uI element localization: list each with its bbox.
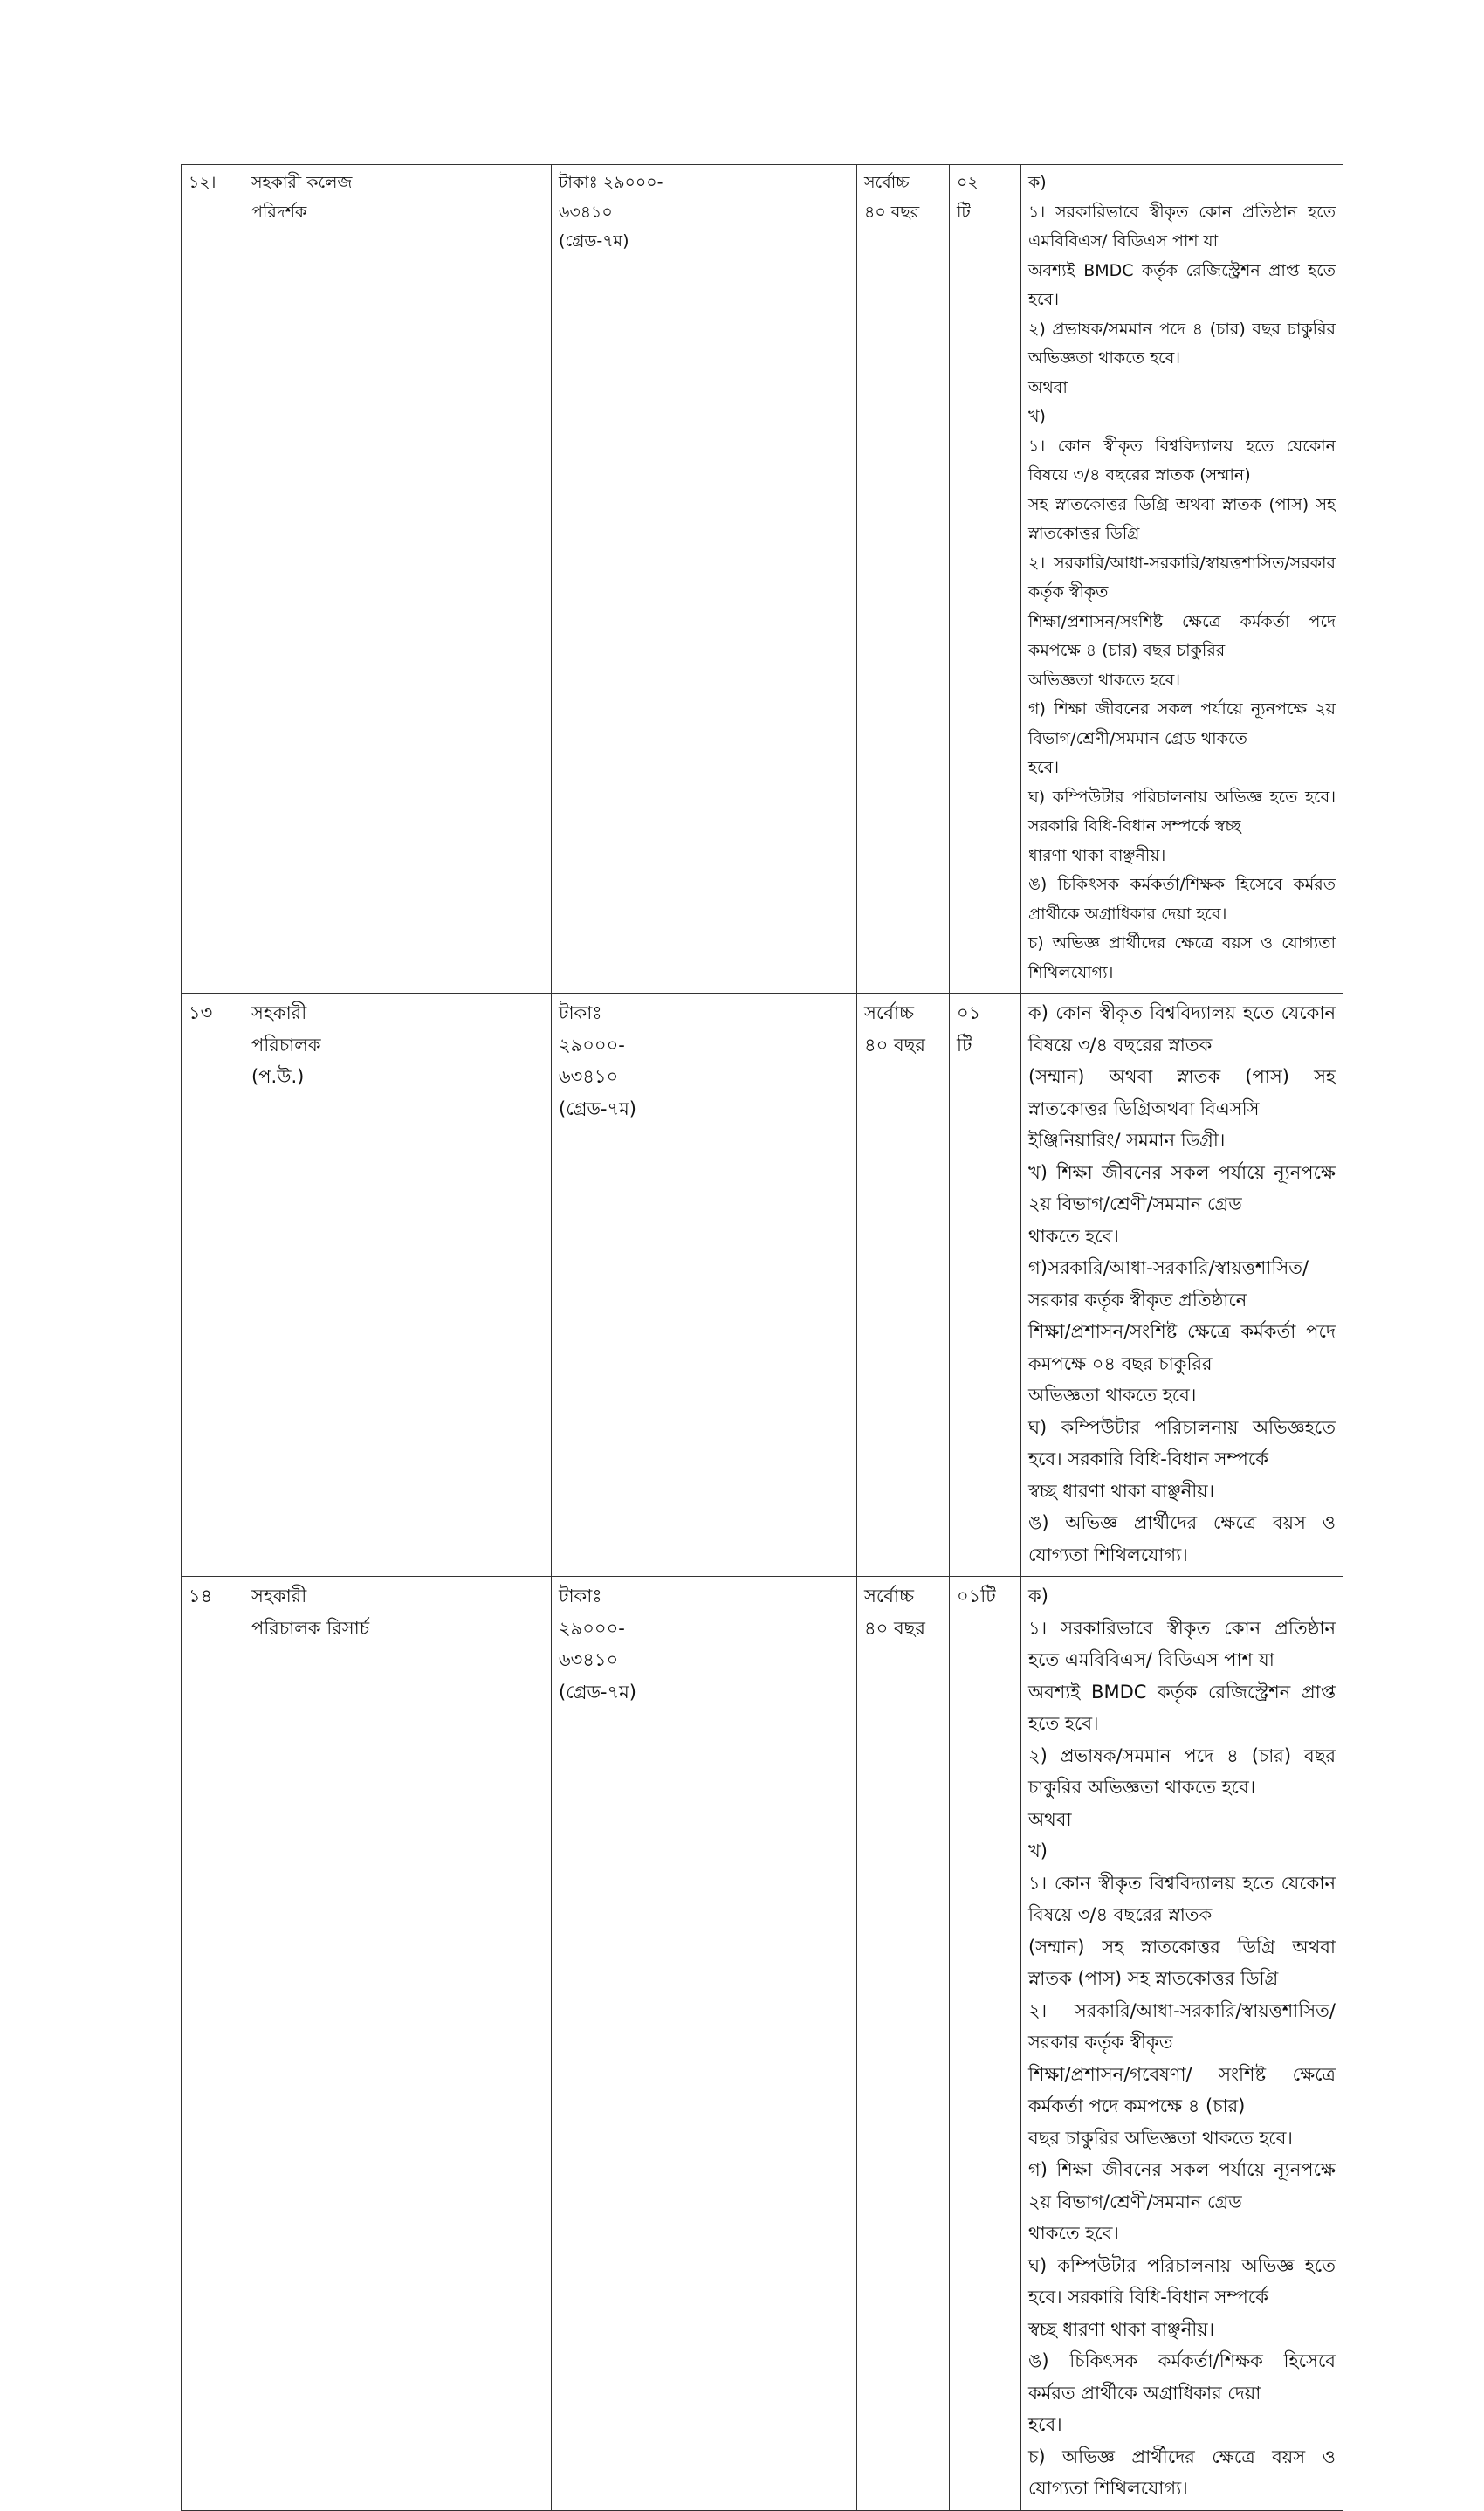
post-name-cell — [244, 165, 552, 994]
qualification-line: অভিজ্ঞতা থাকতে হবে। — [1028, 1385, 1197, 1406]
qualification-line: শিক্ষা/প্রশাসন/গবেষণা/ সংশিষ্ট ক্ষেত্রে কর্মকর্তা পদে কমপক্ষে ৪ (চার) — [1028, 2063, 1336, 2116]
qualification-line: স্বচ্ছ ধারণা থাকা বাঞ্ছনীয়। — [1028, 1480, 1215, 1502]
pay-scale-line: ৬৩৪১০ — [559, 1649, 619, 1670]
serial-cell — [182, 1577, 244, 2511]
qualification-line: খ) শিক্ষা জীবনের সকল পর্যায়ে ন্যূনপক্ষে ২য় বিভাগ/শ্রেণী/সমমান গ্রেড — [1028, 1161, 1336, 1214]
pay-scale-cell — [552, 1577, 857, 2511]
qualification-line: গ)সরকারি/আধা-সরকারি/স্বায়ত্তশাসিত/সরকার কর্তৃক স্বীকৃত প্রতিষ্ঠানে — [1028, 1257, 1309, 1311]
post-count-line: টি — [957, 1034, 972, 1056]
post-name-line: পরিদর্শক — [251, 202, 307, 222]
post-count-cell — [950, 165, 1021, 994]
qualification-line: ঙ) চিকিৎসক কর্মকর্তা/শিক্ষক হিসেবে কর্মরত প্রার্থীকে অগ্রাধিকার দেয়া হবে। — [1028, 875, 1336, 924]
post-count-line: ০২ — [957, 173, 979, 192]
post-name-line: সহকারী — [251, 1002, 307, 1023]
qualification-line: ২। সরকারি/আধা-সরকারি/স্বায়ত্তশাসিত/সরকার কর্তৃক স্বীকৃত — [1028, 553, 1336, 602]
pay-scale-line: টাকাঃ — [559, 1586, 602, 1606]
post-count-line: ০১ — [957, 1002, 981, 1023]
qualification-line: (সম্মান) সহ স্নাতকোত্তর ডিগ্রি অথবা স্নাতক (পাস) সহ স্নাতকোত্তর ডিগ্রি — [1028, 1936, 1336, 1989]
pay-scale-line: ৬৩৪১০ — [559, 202, 613, 222]
pay-scale-line: (গ্রেড-৭ম) — [559, 1097, 636, 1119]
age-limit-line: সর্বোচ্চ — [864, 173, 910, 192]
qualification-line: হবে। — [1028, 2414, 1062, 2435]
pay-scale-line: টাকাঃ — [559, 1002, 602, 1023]
serial-text: ১৩ — [189, 1002, 213, 1023]
qualification-line: ২) প্রভাষক/সমমান পদে ৪ (চার) বছর চাকুরির অভিজ্ঞতা থাকতে হবে। — [1028, 319, 1336, 368]
post-count-line: ০১টি — [957, 1586, 996, 1606]
serial-cell — [182, 994, 244, 1577]
qualification-line: চ) অভিজ্ঞ প্রার্থীদের ক্ষেত্রে বয়স ও যোগ্যতা শিথিলযোগ্য। — [1028, 933, 1336, 982]
qualification-line: খ) — [1028, 1840, 1048, 1861]
qualification-line: অথবা — [1028, 1808, 1072, 1830]
post-count-cell — [950, 994, 1021, 1577]
age-limit-line: ৪০ বছর — [864, 1617, 925, 1639]
qualification-line: ১। কোন স্বীকৃত বিশ্ববিদ্যালয় হতে যেকোন বিষয়ে ৩/৪ বছরের স্নাতক (সম্মান) — [1028, 436, 1336, 485]
qualifications-cell — [1021, 994, 1343, 1577]
qualification-line: ধারণা থাকা বাঞ্ছনীয়। — [1028, 845, 1166, 865]
qualification-line: ২) প্রভাষক/সমমান পদে ৪ (চার) বছর চাকুরির অভিজ্ঞতা থাকতে হবে। — [1028, 1744, 1336, 1798]
serial-text: ১৪ — [189, 1586, 213, 1606]
qualification-line: ঙ) চিকিৎসক কর্মকর্তা/শিক্ষক হিসেবে কর্মরত প্রার্থীকে অগ্রাধিকার দেয়া — [1028, 2350, 1336, 2404]
pay-scale-line: ২৯০০০- — [559, 1617, 625, 1639]
qualification-line: ঘ) কম্পিউটার পরিচালনায় অভিজ্ঞহতে হবে। সরকারি বিধি-বিধান সম্পর্কে — [1028, 1416, 1336, 1469]
age-limit-line: সর্বোচ্চ — [864, 1002, 914, 1023]
qualification-line: শিক্ষা/প্রশাসন/সংশিষ্ট ক্ষেত্রে কর্মকর্তা পদে কমপক্ষে ০৪ বছর চাকুরির — [1028, 1321, 1336, 1374]
qualification-line: ক) — [1028, 1586, 1048, 1606]
post-name-cell — [244, 1577, 552, 2511]
qualification-line: অভিজ্ঞতা থাকতে হবে। — [1028, 670, 1181, 690]
qualification-line: ক) — [1028, 173, 1047, 192]
qualification-line: ঘ) কম্পিউটার পরিচালনায় অভিজ্ঞ হতে হবে। সরকারি বিধি-বিধান সম্পর্কে — [1028, 2254, 1336, 2308]
pay-scale-line: ২৯০০০- — [559, 1034, 625, 1056]
post-name-line: সহকারী — [251, 1586, 307, 1606]
table-row — [182, 994, 1343, 1577]
pay-scale-line: (গ্রেড-৭ম) — [559, 231, 629, 251]
post-count-cell — [950, 1577, 1021, 2511]
table-row — [182, 1577, 1343, 2511]
qualification-line: থাকতে হবে। — [1028, 2223, 1119, 2244]
qualification-line: অথবা — [1028, 377, 1068, 397]
serial-text: ১২। — [189, 173, 216, 192]
qualification-line: অবশ্যই BMDC কর্তৃক রেজিস্ট্রেশন প্রাপ্ত হতে হবে। — [1028, 1681, 1336, 1734]
post-count-line: টি — [957, 202, 971, 222]
qualifications-cell — [1021, 1577, 1343, 2511]
post-name-line: সহকারী কলেজ — [251, 173, 353, 192]
qualification-line: ইঞ্জিনিয়ারিং/ সমমান ডিগ্রী। — [1028, 1130, 1226, 1151]
age-limit-line: ৪০ বছর — [864, 1034, 925, 1056]
post-name-line: পরিচালক রিসার্চ — [251, 1617, 370, 1639]
qualification-line: স্বচ্ছ ধারণা থাকা বাঞ্ছনীয়। — [1028, 2318, 1215, 2340]
age-limit-cell — [857, 165, 950, 994]
qualifications-cell — [1021, 165, 1343, 994]
qualification-line: ঙ) অভিজ্ঞ প্রার্থীদের ক্ষেত্রে বয়স ও যোগ্যতা শিথিলযোগ্য। — [1028, 1512, 1336, 1565]
qualification-line: সহ স্নাতকোত্তর ডিগ্রি অথবা স্নাতক (পাস) সহ স্নাতকোত্তর ডিগ্রি — [1028, 494, 1336, 543]
post-name-cell — [244, 994, 552, 1577]
post-name-line: (প.উ.) — [251, 1066, 305, 1087]
qualification-line: ২। সরকারি/আধা-সরকারি/স্বায়ত্তশাসিত/সরকার কর্তৃক স্বীকৃত — [1028, 1999, 1336, 2053]
pay-scale-line: ৬৩৪১০ — [559, 1066, 619, 1087]
serial-cell — [182, 165, 244, 994]
qualification-line: ১। সরকারিভাবে স্বীকৃত কোন প্রতিষ্ঠান হতে এমবিবিএস/ বিডিএস পাশ যা — [1028, 1617, 1336, 1670]
age-limit-line: ৪০ বছর — [864, 202, 920, 222]
qualification-line: হবে। — [1028, 758, 1059, 777]
qualification-line: ক) কোন স্বীকৃত বিশ্ববিদ্যালয় হতে যেকোন বিষয়ে ৩/৪ বছরের স্নাতক — [1028, 1002, 1336, 1056]
qualification-line: থাকতে হবে। — [1028, 1225, 1119, 1247]
qualification-line: চ) অভিজ্ঞ প্রার্থীদের ক্ষেত্রে বয়স ও যোগ্যতা শিথিলযোগ্য। — [1028, 2446, 1336, 2499]
pay-scale-line: (গ্রেড-৭ম) — [559, 1681, 636, 1703]
qualification-line: গ) শিক্ষা জীবনের সকল পর্যায়ে ন্যূনপক্ষে ২য় বিভাগ/শ্রেণী/সমমান গ্রেড থাকতে — [1028, 699, 1336, 748]
table-row — [182, 165, 1343, 994]
qualification-line: ১। সরকারিভাবে স্বীকৃত কোন প্রতিষ্ঠান হতে এমবিবিএস/ বিডিএস পাশ যা — [1028, 202, 1336, 251]
post-name-line: পরিচালক — [251, 1034, 321, 1056]
age-limit-cell — [857, 994, 950, 1577]
pay-scale-cell — [552, 165, 857, 994]
qualification-line: অবশ্যই BMDC কর্তৃক রেজিস্ট্রেশন প্রাপ্ত হতে হবে। — [1028, 260, 1336, 309]
age-limit-cell — [857, 1577, 950, 2511]
qualification-line: ১। কোন স্বীকৃত বিশ্ববিদ্যালয় হতে যেকোন বিষয়ে ৩/৪ বছরের স্নাতক — [1028, 1872, 1336, 1925]
pay-scale-line: টাকাঃ ২৯০০০- — [559, 173, 663, 192]
qualification-line: খ) — [1028, 407, 1046, 426]
qualification-line: শিক্ষা/প্রশাসন/সংশিষ্ট ক্ষেত্রে কর্মকর্তা পদে কমপক্ষে ৪ (চার) বছর চাকুরির — [1028, 611, 1336, 660]
age-limit-line: সর্বোচ্চ — [864, 1586, 914, 1606]
pay-scale-cell — [552, 994, 857, 1577]
job-requirements-table — [181, 164, 1343, 2511]
qualification-line: ঘ) কম্পিউটার পরিচালনায় অভিজ্ঞ হতে হবে। সরকারি বিধি-বিধান সম্পর্কে স্বচ্ছ — [1028, 787, 1336, 836]
qualification-line: গ) শিক্ষা জীবনের সকল পর্যায়ে ন্যূনপক্ষে ২য় বিভাগ/শ্রেণী/সমমান গ্রেড — [1028, 2159, 1336, 2212]
qualification-line: (সম্মান) অথবা স্নাতক (পাস) সহ স্নাতকোত্তর ডিগ্রিঅথবা বিএসসি — [1028, 1066, 1336, 1119]
qualification-line: বছর চাকুরির অভিজ্ঞতা থাকতে হবে। — [1028, 2127, 1293, 2149]
